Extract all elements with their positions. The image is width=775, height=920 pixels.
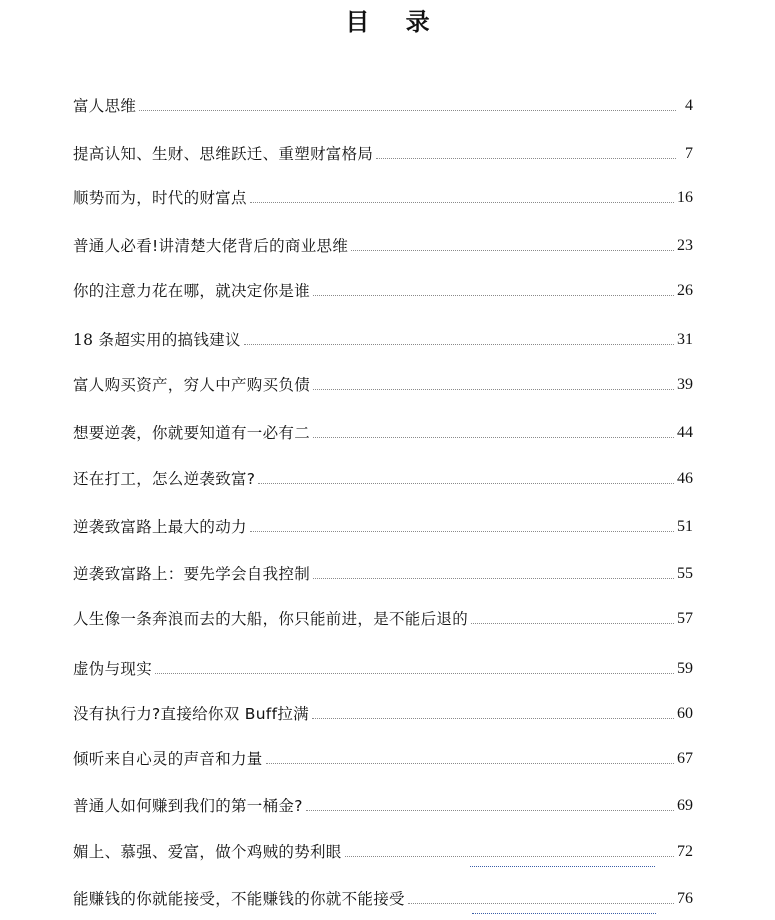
entry-page-number: 4 [685, 97, 693, 114]
entry-label: 普通人如何赚到我们的第一桶金? [73, 797, 303, 815]
dot-leader [376, 158, 676, 159]
toc-entry[interactable] [73, 745, 693, 769]
dot-leader [313, 389, 674, 390]
entry-label: 富人思维 [73, 97, 137, 115]
toc-entry[interactable] [73, 560, 693, 584]
toc-entry[interactable] [73, 885, 693, 909]
entry-label: 虚伪与现实 [73, 660, 153, 678]
dot-leader [312, 718, 674, 719]
toc-entry[interactable] [73, 513, 693, 537]
entry-page-number: 46 [677, 470, 693, 487]
dot-leader [139, 110, 676, 111]
blue-dot-leader [470, 866, 655, 867]
toc-entry[interactable] [73, 700, 693, 724]
entry-label: 普通人必看!讲清楚大佬背后的商业思维 [73, 237, 349, 255]
toc-entry[interactable] [73, 140, 693, 164]
entry-page-number: 51 [677, 518, 693, 535]
toc-entry[interactable] [73, 277, 693, 301]
toc-entry[interactable] [73, 326, 693, 350]
dot-leader [306, 810, 674, 811]
entry-page-number: 60 [677, 705, 693, 722]
toc-entry[interactable] [73, 419, 693, 443]
toc-entry[interactable] [73, 465, 693, 489]
dot-leader [351, 250, 674, 251]
dot-leader [408, 903, 674, 904]
toc-entry[interactable] [73, 92, 693, 116]
dot-leader [471, 623, 674, 624]
entry-label: 媚上、慕强、爱富，做个鸡贼的势利眼 [73, 843, 342, 861]
entry-label: 逆袭致富路上：要先学会自我控制 [73, 565, 311, 583]
entry-page-number: 59 [677, 660, 693, 677]
entry-page-number: 7 [685, 145, 693, 162]
dot-leader [313, 578, 674, 579]
entry-page-number: 44 [677, 424, 693, 441]
entry-page-number: 31 [677, 331, 693, 348]
entry-label: 提高认知、生财、思维跃迁、重塑财富格局 [73, 145, 374, 163]
dot-leader [244, 344, 674, 345]
entry-page-number: 16 [677, 189, 693, 206]
entry-page-number: 72 [677, 843, 693, 860]
toc-title: 目 录 [345, 8, 444, 36]
dot-leader [345, 856, 674, 857]
entry-label: 倾听来自心灵的声音和力量 [73, 750, 263, 768]
entry-page-number: 55 [677, 565, 693, 582]
entry-label: 顺势而为，时代的财富点 [73, 189, 247, 207]
entry-label: 逆袭致富路上最大的动力 [73, 518, 247, 536]
dot-leader [250, 531, 674, 532]
dot-leader [266, 763, 674, 764]
entry-page-number: 26 [677, 282, 693, 299]
entry-page-number: 57 [677, 610, 693, 627]
entry-page-number: 23 [677, 237, 693, 254]
entry-label: 还在打工，怎么逆袭致富? [73, 470, 256, 488]
toc-entry[interactable] [73, 371, 693, 395]
toc-entry[interactable] [73, 232, 693, 256]
dot-leader [313, 295, 674, 296]
entry-page-number: 67 [677, 750, 693, 767]
entry-label: 没有执行力?直接给你双 Buff拉满 [73, 705, 309, 723]
entry-label: 人生像一条奔浪而去的大船，你只能前进，是不能后退的 [73, 610, 469, 628]
toc-entry[interactable] [73, 792, 693, 816]
toc-entry[interactable] [73, 838, 693, 862]
dot-leader [313, 437, 674, 438]
dot-leader [250, 202, 674, 203]
entry-label: 能赚钱的你就能接受，不能赚钱的你就不能接受 [73, 890, 405, 908]
entry-label: 富人购买资产，穷人中产购买负债 [73, 376, 311, 394]
entry-label: 你的注意力花在哪，就决定你是谁 [73, 282, 311, 300]
entry-label: 想要逆袭，你就要知道有一必有二 [73, 424, 311, 442]
dot-leader [155, 673, 674, 674]
toc-entry[interactable] [73, 184, 693, 208]
entry-page-number: 39 [677, 376, 693, 393]
toc-entry[interactable] [73, 605, 693, 629]
entry-label: 18 条超实用的搞钱建议 [73, 331, 241, 349]
entry-page-number: 69 [677, 797, 693, 814]
blue-dot-leader [472, 913, 656, 914]
toc-entry[interactable] [73, 655, 693, 679]
entry-page-number: 76 [677, 890, 693, 907]
dot-leader [258, 483, 674, 484]
